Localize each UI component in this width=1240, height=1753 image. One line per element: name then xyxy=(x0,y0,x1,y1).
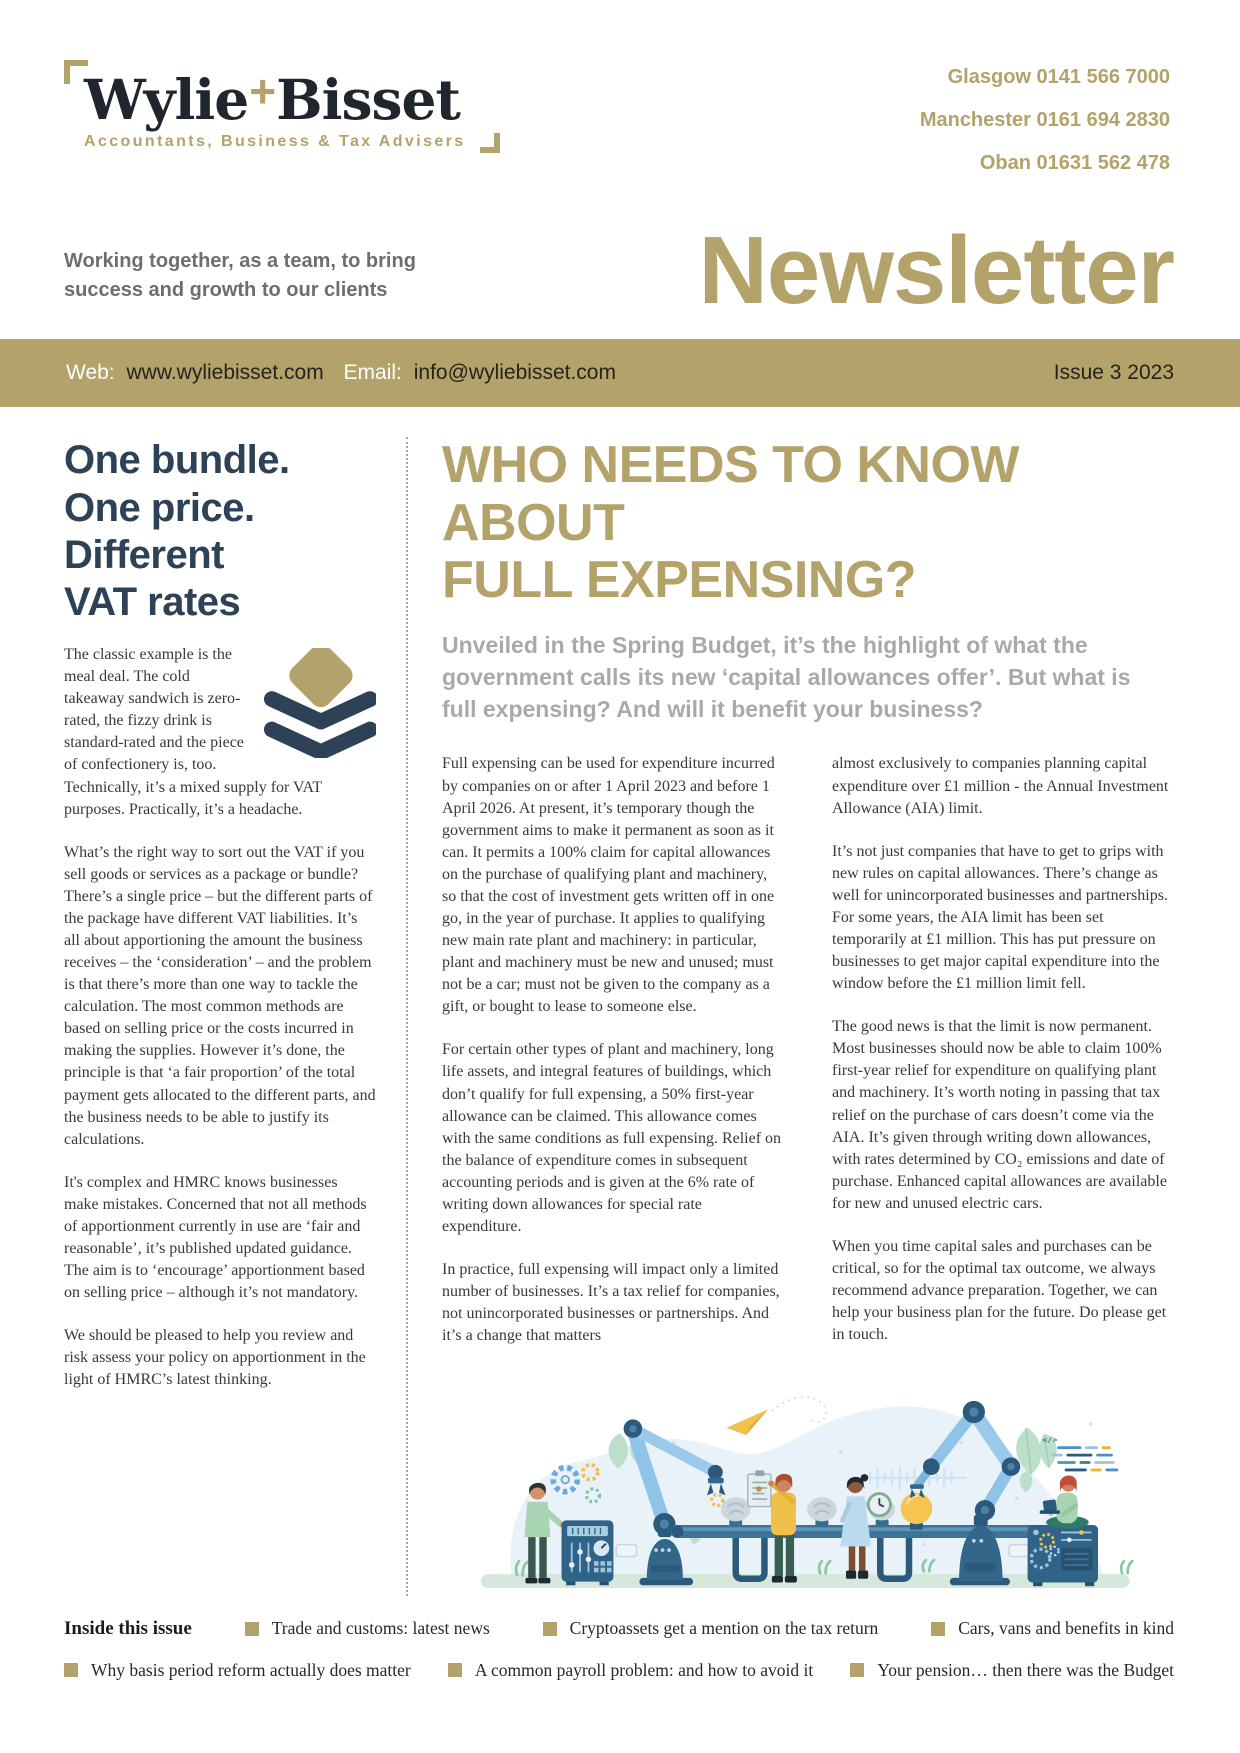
newsletter-title: Newsletter xyxy=(698,217,1174,324)
logo-wordmark xyxy=(84,65,470,132)
inside-row-2 xyxy=(64,1660,1174,1681)
website-link[interactable]: www.wyliebisset.com xyxy=(126,361,324,385)
inside-item xyxy=(64,1660,411,1681)
article-paragraph: The good news is that the limit is now permanent. Most businesses should now be able to claim 100% first-year relief for expenditure on qualifying plant and machinery. It’s worth noting in passing that tax relief on the purchase of cars doesn’t come via the AIA. It’s given through writing down allowances, with rates determined by CO₂ emissions and date of purchase. Enhanced capital allowances are available for new and unused electric cars. xyxy=(832,1018,1167,1212)
masthead-row xyxy=(0,217,1240,324)
content-area xyxy=(0,407,1240,1596)
bullet-square-icon xyxy=(448,1663,462,1677)
inside-item xyxy=(245,1618,490,1639)
inside-item xyxy=(850,1660,1174,1681)
left-article xyxy=(64,437,376,1596)
article-paragraph: In practice, full expensing will impact only a limited number of businesses. It’s a tax relief for companies, not unincorporated businesses or partnerships. And it’s a change that matters xyxy=(442,1261,780,1345)
issue-number: Issue 3 2023 xyxy=(1053,361,1174,385)
inside-item-text: Trade and customs: latest news xyxy=(271,1618,490,1639)
logo-bracket-bottom-right-icon xyxy=(480,133,500,153)
left-title-line: One bundle. xyxy=(64,438,290,483)
left-title-line: VAT rates xyxy=(64,579,241,624)
factory-automation-illustration xyxy=(442,1387,1174,1595)
motto-line-2: success and growth to our clients xyxy=(64,279,388,302)
main-article-title xyxy=(442,437,1174,609)
layers-icon xyxy=(258,648,376,758)
paragraph-text: The classic example is the meal deal. The cold takeaway sandwich is zero-rated, the fizzy drink is standard-rated and the piece of confectionery is, too. Technically, it’s a mixed supply for VAT purposes. Practically, it’s a headache. xyxy=(64,646,322,818)
inside-item xyxy=(543,1618,879,1639)
article-paragraph: For certain other types of plant and machinery, long life assets, and integral features of buildings, which don’t qualify for full expensing, a 50% first-year allowance can be claimed. This allowance comes with the same conditions as full expensing. Relief on the balance of expenditure comes in subsequent accounting periods and is given at the 6% rate of writing down allowances for special rate expenditure. xyxy=(442,1041,782,1235)
standfirst: Unveiled in the Spring Budget, it’s the highlight of what the government calls its new ‘capital allowances offer’. But what is full expensing? And will it benefit your business? xyxy=(442,631,1131,723)
inside-item-text: Your pension… then there was the Budget xyxy=(877,1659,1174,1680)
main-title-line-1: WHO NEEDS TO KNOW ABOUT xyxy=(442,436,1019,552)
logo-bracket-top-left-icon xyxy=(64,60,88,84)
left-article-body xyxy=(64,644,376,1391)
contact-oban: Oban 01631 562 478 xyxy=(979,152,1170,174)
bullet-square-icon xyxy=(543,1622,557,1636)
office-contacts xyxy=(920,56,1170,185)
logo-word-2: Bisset xyxy=(276,67,460,132)
info-bar-contacts xyxy=(66,361,630,385)
bullet-square-icon xyxy=(850,1663,864,1677)
contact-glasgow: Glasgow 0141 566 7000 xyxy=(947,66,1170,88)
left-title-line: Different xyxy=(64,532,224,577)
left-article-title xyxy=(64,437,376,626)
contact-manchester: Manchester 0161 694 2830 xyxy=(919,109,1170,131)
main-title-line-2: FULL EXPENSING? xyxy=(442,550,917,609)
logo-tagline xyxy=(84,133,470,151)
inside-item-text: Cryptoassets get a mention on the tax return xyxy=(569,1618,879,1639)
article-paragraph: Full expensing can be used for expenditure incurred by companies on or after 1 April 2023 and before 1 April 2026. At present, it’s temporary though the government aims to make it permanent as soon as it can. It permits a 100% claim for capital allowances on the purchase of qualifying plant and machinery, so that the cost of investment gets written off in one go, in the year of purchase. It applies to qualifying new main rate plant and machinery: in particular, plant and machinery must be new and unused; must not be a car; must not be given to the company as a gift, or bought to lease to someone else. xyxy=(442,755,775,1016)
inside-this-issue xyxy=(0,1596,1240,1681)
paper-plane-icon xyxy=(726,1397,826,1435)
logo-tagline-text: Accountants, Business & Tax Advisers xyxy=(84,133,466,150)
inside-item-text: A common payroll problem: and how to avoid it xyxy=(474,1659,814,1680)
worker-laptop xyxy=(1040,1476,1089,1529)
email-label: Email: xyxy=(343,361,402,385)
brand-logo xyxy=(64,56,470,151)
bullet-square-icon xyxy=(931,1622,945,1636)
logo-plus-icon: + xyxy=(249,65,276,117)
bullet-square-icon xyxy=(245,1622,259,1636)
motto-line-1: Working together, as a team, to bring xyxy=(64,250,416,273)
header xyxy=(0,0,1240,185)
logo-word-1: Wylie xyxy=(84,67,249,132)
article-columns xyxy=(442,753,1174,1347)
left-article-paragraph: We should be pleased to help you review and risk assess your policy on apportionment in the light of HMRC’s latest thinking. xyxy=(64,1327,366,1389)
inside-item xyxy=(448,1660,813,1681)
left-title-line: One price. xyxy=(64,485,255,530)
article-column-1 xyxy=(442,753,784,1347)
article-paragraph: It’s not just companies that have to get to grips with new rules on capital allowances. There’s change as well for unincorporated businesses and partnerships. For some years, the AIA limit has been set temporarily at £1 million. This has put pressure on businesses to get major capital expenditure into the window before the £1 million limit fell. xyxy=(832,842,1168,993)
inside-row-1 xyxy=(64,1618,1174,1640)
inside-label: Inside this issue xyxy=(64,1617,192,1639)
inside-item-text: Cars, vans and benefits in kind xyxy=(958,1618,1174,1639)
left-article-paragraph: It's complex and HMRC knows businesses make mistakes. Concerned that not all methods of apportionment currently in use are ‘fair and reasonable’, it’s published updated guidance. The aim is to ‘encourage’ apportionment based on selling price – although it’s not mandatory. xyxy=(64,1173,367,1302)
svg-text:</>: </> xyxy=(1042,1434,1058,1445)
left-article-paragraph: What’s the right way to sort out the VAT if you sell goods or services as a package or bundle? There’s a single price – but the different parts of the package have different VAT liabilities. It’s all about apportioning the amount the business receives – the ‘consideration’ – and the problem is that there’s more than one way to tackle the calculation. The most common methods are based on selling price or the costs incurred in making the supplies. However it’s done, the principle is that ‘a fair proportion’ of the total payment gets allocated to the different parts, and the business needs to be able to justify its calculations. xyxy=(64,843,376,1148)
email-link[interactable]: info@wyliebisset.com xyxy=(413,361,616,385)
bullet-square-icon xyxy=(64,1663,78,1677)
company-motto xyxy=(64,247,416,315)
info-bar xyxy=(0,339,1240,407)
article-column-2 xyxy=(832,753,1174,1347)
article-paragraph: almost exclusively to companies planning capital expenditure over £1 million - the Annual Investment Allowance (AIA) limit. xyxy=(832,755,1169,817)
article-paragraph: When you time capital sales and purchases can be critical, so for the optimal tax outcome, we always recommend advance preparation. Together, we can help your business plan for the future. Do please get in touch. xyxy=(832,1237,1167,1344)
left-article-paragraph xyxy=(64,644,376,821)
inside-item xyxy=(931,1618,1174,1639)
inside-item-text: Why basis period reform actually does matter xyxy=(91,1659,411,1680)
web-label: Web: xyxy=(66,361,115,385)
main-article xyxy=(408,437,1174,1596)
